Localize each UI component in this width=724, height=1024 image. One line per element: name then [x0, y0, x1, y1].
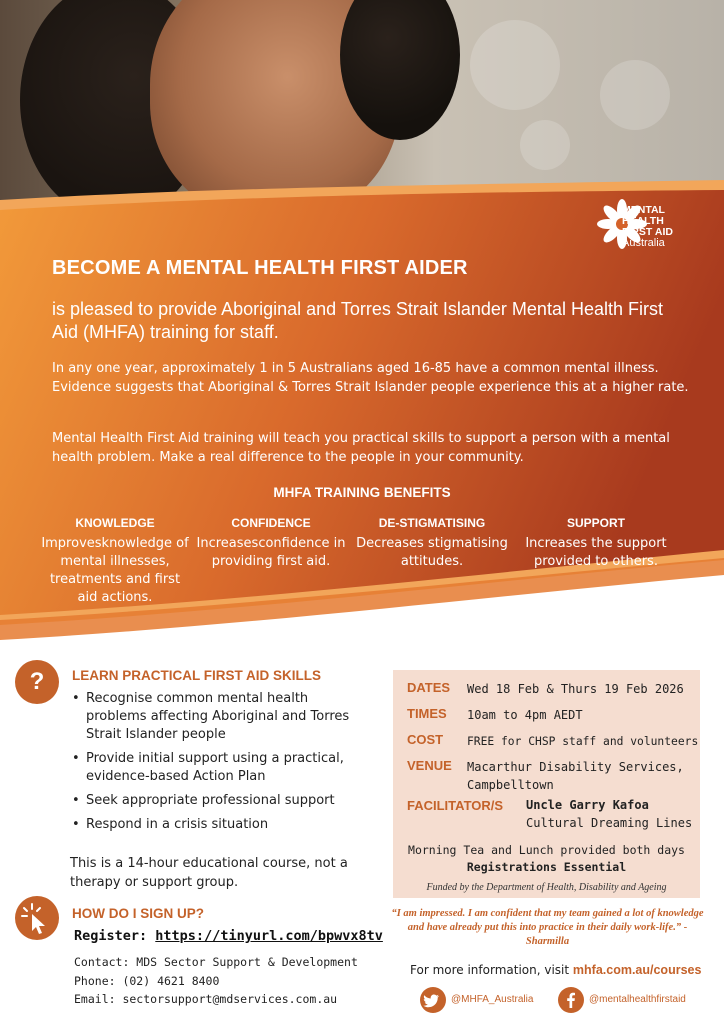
- contact-details: [74, 953, 358, 1009]
- signup-title: HOW DO I SIGN UP?: [72, 906, 205, 921]
- register-label: Register:: [74, 928, 148, 944]
- dates-label: DATES: [407, 680, 451, 695]
- benefit-confidence: CONFIDENCE Increasesconfidence in providing first aid.: [196, 516, 346, 569]
- facilitator-label: FACILITATOR/S: [407, 798, 504, 813]
- benefit-support: SUPPORT Increases the support provided to others.: [525, 516, 667, 569]
- intro-paragraph: In any one year, approximately 1 in 5 Australians aged 16-85 have a common mental illness. Evidence suggests that Aboriginal & Torres Strait Islander people experience this at a higher rate.: [52, 361, 689, 395]
- learn-skills-title: LEARN PRACTICAL FIRST AID SKILLS: [72, 668, 321, 683]
- twitter-handle[interactable]: @MHFA_Australia: [451, 994, 534, 1005]
- list-item: • Recognise common mental health problems affecting Aboriginal and Torres Strait Islander people: [70, 690, 370, 744]
- training-paragraph: Mental Health First Aid training will teach you practical skills to support a person with a mental health problem. Make a real difference to the people in your community.: [52, 431, 670, 465]
- funding-note: Funded by the Department of Health, Disability and Ageing: [426, 882, 667, 893]
- benefit-de-stigmatising: DE-STIGMATISING Decreases stigmatising attitudes.: [356, 516, 508, 569]
- course-note: This is a 14-hour educational course, not a therapy or support group.: [70, 856, 348, 890]
- course-details-box: [393, 670, 700, 898]
- list-item: • Seek appropriate professional support: [70, 792, 370, 810]
- more-info-line: For more information, visit mhfa.com.au/courses: [410, 963, 702, 977]
- list-item: • Respond in a crisis situation: [70, 816, 370, 834]
- benefits-title: MHFA TRAINING BENEFITS: [273, 485, 451, 500]
- times-label: TIMES: [407, 706, 447, 721]
- benefit-knowledge: KNOWLEDGE Improvesknowledge of mental illnesses, treatments and first aid actions.: [41, 516, 189, 605]
- venue-value: Macarthur Disability Services, Campbelltown: [467, 760, 684, 792]
- cost-value: FREE for CHSP staff and volunteers: [467, 735, 699, 748]
- contact-phone: Phone: (02) 4621 8400: [74, 973, 220, 988]
- facebook-handle[interactable]: @mentalhealthfirstaid: [589, 994, 686, 1005]
- question-icon: ?: [15, 660, 59, 704]
- catering-note: Morning Tea and Lunch provided both days Registrations Essential: [393, 842, 700, 876]
- facebook-icon[interactable]: [558, 987, 584, 1013]
- registration-note: Registrations Essential: [466, 860, 627, 874]
- register-line: [74, 928, 383, 944]
- mhfa-logo-text: MENTAL HEALTH FIRST AID Australia: [622, 204, 673, 249]
- contact-email[interactable]: Email: sectorsupport@mdservices.com.au: [74, 992, 338, 1006]
- dates-value: Wed 18 Feb & Thurs 19 Feb 2026: [467, 682, 684, 696]
- page-title: BECOME A MENTAL HEALTH FIRST AIDER: [52, 257, 468, 279]
- times-value: 10am to 4pm AEDT: [467, 708, 583, 722]
- contact-org: Contact: MDS Sector Support & Development: [74, 955, 358, 969]
- register-link[interactable]: https://tinyurl.com/bpwvx8tv: [155, 928, 383, 944]
- testimonial-quote: “I am impressed. I am confident that my team gained a lot of knowledge and have already put this into practice in their daily work-life.” - Sharmilla: [391, 908, 704, 947]
- subheading: is pleased to provide Aboriginal and Torres Strait Islander Mental Health First Aid (MHFA) training for staff.: [52, 299, 663, 342]
- skills-list: [70, 690, 370, 840]
- cost-label: COST: [407, 732, 444, 747]
- twitter-icon[interactable]: [420, 987, 446, 1013]
- venue-label: VENUE: [407, 758, 452, 773]
- more-info-link[interactable]: mhfa.com.au/courses: [572, 963, 702, 977]
- list-item: • Provide initial support using a practical, evidence-based Action Plan: [70, 750, 370, 786]
- facilitator-value: Uncle Garry Kafoa Cultural Dreaming Lines: [526, 798, 693, 830]
- cursor-click-icon: [15, 896, 59, 940]
